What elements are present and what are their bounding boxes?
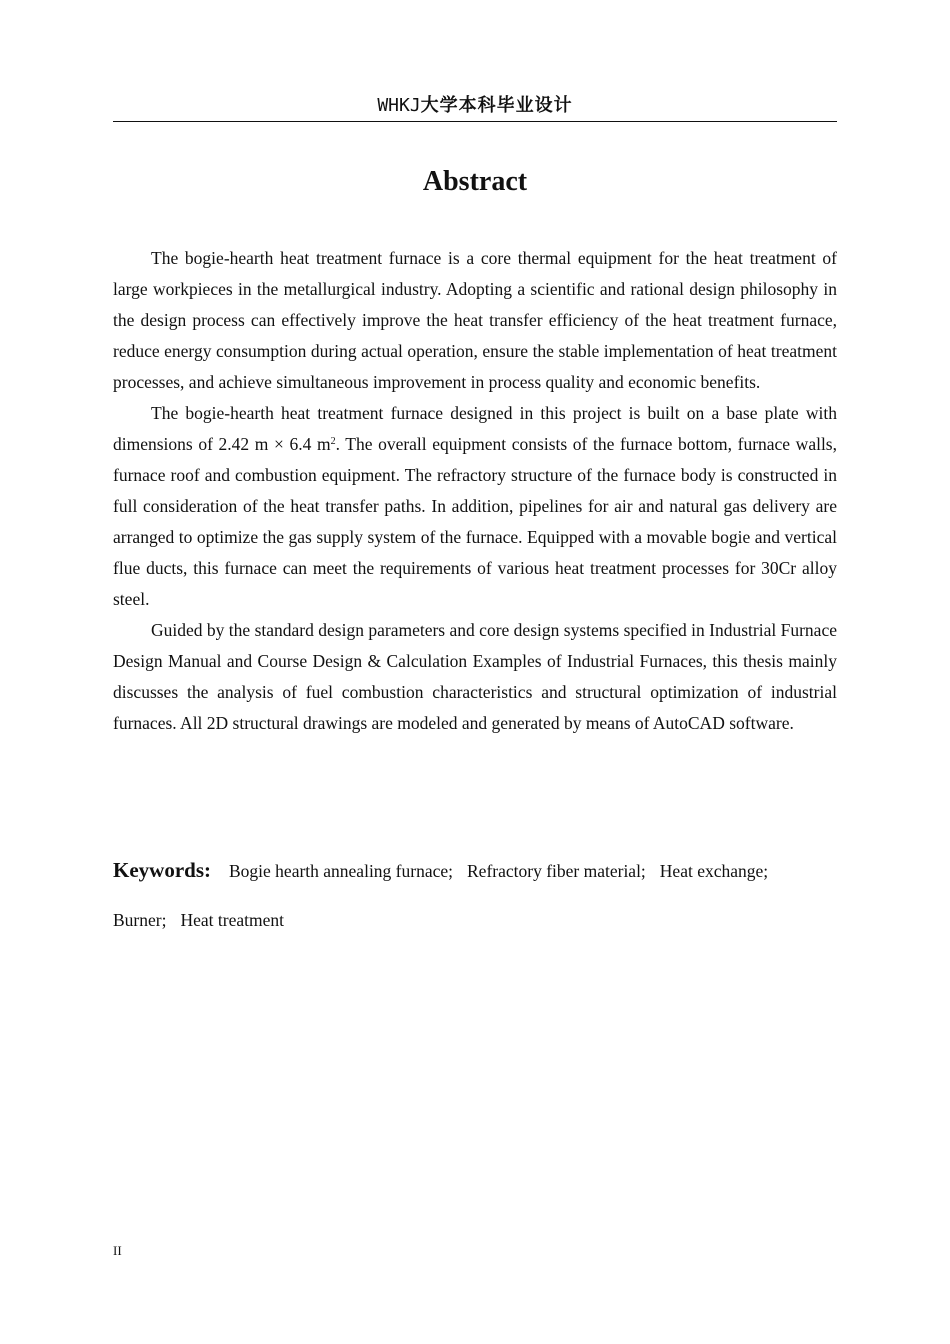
keywords-label: Keywords: bbox=[113, 858, 211, 882]
keyword-item: Heat treatment bbox=[180, 910, 284, 930]
abstract-paragraph-1: The bogie-hearth heat treatment furnace is a core thermal equipment for the heat treatment of large workpieces in the metallurgical industry. Adopting a scientific and rational design philosophy in the design process can effectively improve the heat transfer efficiency of the heat treatment furnace, reduce energy consumption during actual operation, ensure the stable implementation of heat treatment processes, and achieve simultaneous improvement in process quality and economic benefits. bbox=[113, 248, 837, 392]
paragraph-2-text-end: . The overall equipment consists of the furnace bottom, furnace walls, furnace roof and combustion equipment. The refractory structure of the furnace body is constructed in full consideration of the heat transfer paths. In addition, pipelines for air and natural gas delivery are arranged to optimize the gas supply system of the furnace. Equipped with a movable bogie and vertical flue ducts, this furnace can meet the requirements of various heat treatment processes for 30Cr alloy steel. bbox=[113, 434, 837, 609]
keyword-item: Heat exchange; bbox=[659, 861, 769, 881]
superscript-exponent: 2 bbox=[330, 436, 336, 447]
keywords-section bbox=[113, 846, 837, 945]
page-title: Abstract bbox=[422, 166, 528, 197]
keyword-item: Burner; bbox=[113, 910, 167, 930]
abstract-body bbox=[113, 243, 837, 739]
page-number: II bbox=[113, 1243, 122, 1258]
abstract-paragraph-3: Guided by the standard design parameters and core design systems specified in Industrial Furnace Design Manual and Course Design & Calculation Examples of Industrial Furnaces, this thesis mainly discusses the analysis of fuel combustion characteristics and structural optimization of industrial furnaces. All 2D structural drawings are modeled and generated by means of AutoCAD software. bbox=[113, 620, 837, 733]
paragraph-2-text-start: The bogie-hearth heat treatment furnace designed in this project is built on a base plate with dimensions of 2.42 m × 6.4 m bbox=[113, 403, 837, 454]
header-school-code: WHKJ bbox=[377, 95, 421, 116]
header-school-title: 大学本科毕业设计 bbox=[420, 95, 573, 116]
running-header bbox=[113, 94, 837, 118]
abstract-paragraph-2 bbox=[113, 398, 837, 615]
keyword-item: Bogie hearth annealing furnace; bbox=[229, 861, 453, 881]
header-rule bbox=[113, 121, 837, 122]
keyword-item: Refractory fiber material; bbox=[467, 861, 646, 881]
